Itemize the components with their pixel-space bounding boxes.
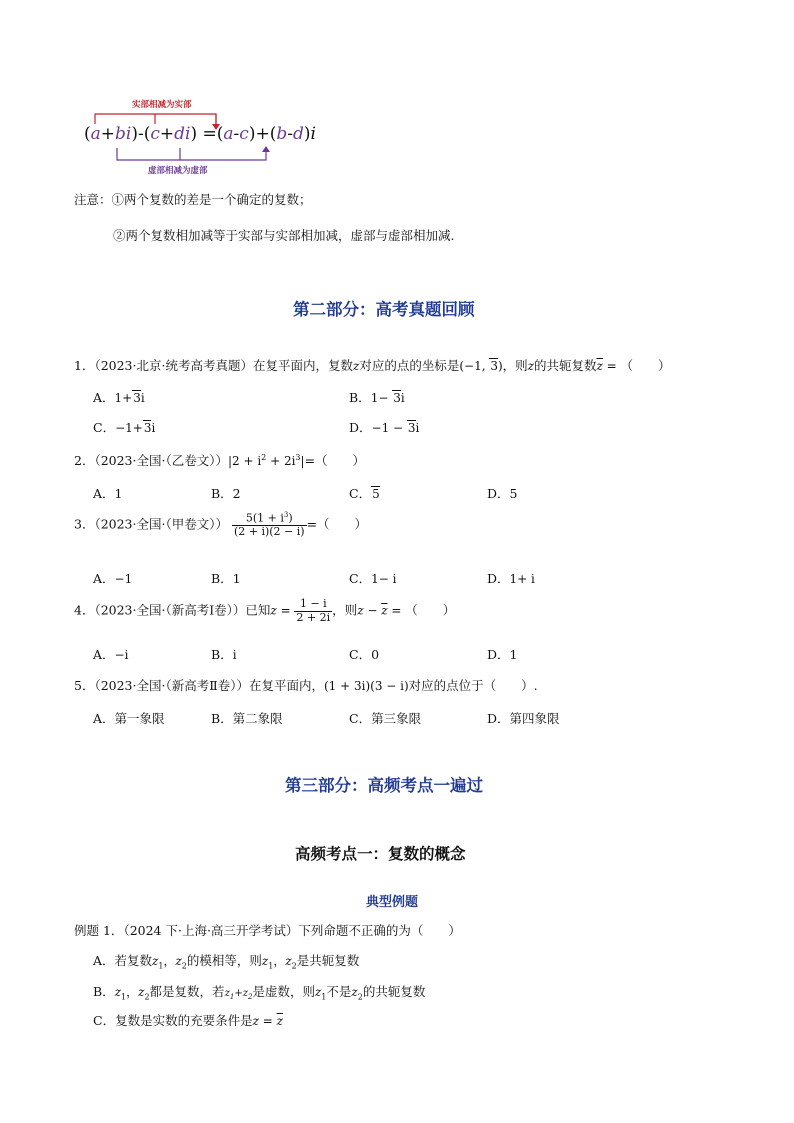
q3-number: 3． — [74, 516, 95, 532]
example-1-label: 例题 1． — [74, 923, 124, 938]
ex1-a-text-c: 是共轭复数 — [296, 953, 360, 968]
q1-option-c[interactable] — [93, 418, 155, 436]
q4-option-b-value: i — [232, 648, 237, 662]
q5-option-c[interactable]: C．第三象限 — [349, 711, 422, 726]
q4-option-a-label: A． — [93, 647, 115, 662]
q2-expression: $|2 + i^2 + 2i^3|$ — [227, 453, 305, 468]
ex1-b-text-e: 的共轭复数 — [362, 984, 426, 999]
example-1 — [74, 921, 461, 939]
q5-option-d[interactable]: D．第四象限 — [487, 711, 560, 726]
note-2: ②两个复数相加减等于实部与实部相加减，虚部与虚部相加减. — [113, 228, 455, 243]
q4-option-b-label: B． — [211, 647, 233, 662]
q1-text-b: 对应的点的坐标是 — [359, 358, 460, 373]
q5-text-a: 在复平面内， — [248, 678, 324, 693]
q1-source: （2023·北京·统考高考真题） — [94, 358, 253, 373]
ex1-a-text-b: 的模相等，则 — [186, 953, 262, 968]
q3-option-c-label: C． — [349, 571, 372, 586]
q4-option-c[interactable]: C．0 — [349, 647, 380, 662]
q3-option-d-value: 1+ i — [509, 572, 535, 586]
ex1-a-text-a: A．若复数 — [93, 953, 153, 968]
q2-option-a[interactable]: A．1 — [93, 486, 123, 501]
question-2 — [74, 451, 365, 469]
example-1-text: 下列命题不正确的为（ ） — [298, 923, 461, 938]
q2-option-c-value: 5 — [372, 487, 380, 501]
q1-option-a-label: A． — [93, 390, 115, 405]
q5-option-a[interactable]: A．第一象限 — [93, 711, 165, 726]
example-1-option-b[interactable]: B．$z_1$，$z_2$都是复数，若$z_1+z_2$是虚数，则$z_1$不是$z_2$的共轭复数 — [93, 984, 426, 1002]
ex1-b-text-c: 是虚数，则 — [252, 984, 315, 999]
q4-option-a-value: −i — [114, 648, 129, 662]
q2-option-c[interactable] — [349, 484, 380, 502]
q1-z2: z — [527, 359, 534, 373]
q2-number: 2． — [74, 453, 95, 468]
typical-examples-title: 典型例题 — [366, 895, 419, 910]
q3-option-d[interactable] — [487, 569, 535, 587]
q3-option-c[interactable] — [349, 569, 396, 587]
q3-option-a[interactable] — [93, 569, 132, 587]
q1-option-a-value: 1+3i — [114, 391, 145, 405]
q1-option-d-value: −1 − 3i — [371, 421, 420, 435]
topic-1-title: 高频考点一：复数的概念 — [295, 844, 466, 863]
q1-option-b-label: B． — [349, 390, 371, 405]
q3-fraction: $\frac{5(1 + i^3)}{(2 + i)(2 - i)}$ — [233, 511, 305, 539]
note-1 — [74, 190, 312, 208]
real-part-label: 实部相减为实部 — [132, 100, 192, 110]
ex1-b-text-a: B． — [93, 984, 115, 999]
q4-number: 4． — [74, 602, 95, 618]
question-3 — [74, 511, 367, 539]
q1-option-b-value: 1− 3i — [370, 391, 405, 405]
q3-option-d-label: D． — [487, 571, 510, 586]
note-1-text: ①两个复数的差是一个确定的复数； — [111, 192, 312, 207]
q1-option-a[interactable] — [93, 388, 145, 406]
ex1-b-text-d: 不是 — [326, 984, 352, 999]
q4-text-b: ，则 — [332, 602, 358, 618]
q2-blank: =（ ） — [304, 453, 366, 468]
q3-option-a-label: A． — [93, 571, 115, 586]
question-5 — [74, 676, 538, 694]
q4-blank: （ ） — [405, 602, 456, 618]
q1-blank: （ ） — [620, 358, 671, 373]
q4-option-a[interactable] — [93, 645, 128, 663]
q5-text-b: 对应的点位于（ ）. — [408, 678, 538, 693]
q1-option-c-value: −1+3i — [115, 421, 156, 435]
example-1-source: （2024 下·上海·高三开学考试） — [123, 923, 299, 938]
imaginary-part-label: 虚部相减为虚部 — [148, 166, 208, 176]
q4-option-d[interactable]: D．1 — [487, 647, 518, 662]
q4-option-b[interactable] — [211, 645, 237, 663]
q1-option-b[interactable] — [349, 388, 405, 406]
example-1-option-c[interactable]: C．复数是实数的充要条件是$z = \overline{z}$ — [93, 1013, 283, 1028]
q1-number: 1． — [74, 358, 95, 373]
question-4: 4．（2023·全国·（新高考Ⅰ卷））已知z = $\frac{1 - i}{2 + 2i}$ ，则$z - \overline{z}$ = （ ） — [74, 597, 456, 624]
q4-source: （2023·全国·（新高考Ⅰ卷）） — [94, 602, 246, 618]
ex1-c-text-a: C．复数是实数的充要条件是 — [93, 1013, 253, 1028]
q3-option-b[interactable]: B．1 — [211, 571, 241, 586]
example-1-option-a[interactable]: A．若复数$z_1$，$z_2$的模相等，则$z_1$，$z_2$是共轭复数 — [93, 953, 360, 971]
q1-option-c-label: C． — [93, 420, 116, 435]
q3-option-a-value: −1 — [114, 572, 133, 586]
q3-source: （2023·全国·（甲卷文）） — [94, 516, 228, 532]
q1-option-d-label: D． — [349, 420, 372, 435]
q5-expression: (1 + 3i)(3 − i) — [323, 679, 409, 693]
ex1-b-text-b: 都是复数，若 — [149, 984, 225, 999]
q1-z: z — [352, 359, 360, 373]
complex-subtraction-diagram — [80, 94, 320, 180]
section-2-title: 第二部分：高考真题回顾 — [293, 300, 475, 319]
q5-source: （2023·全国·（新高考Ⅱ卷）） — [94, 678, 249, 693]
q4-text-a: 已知 — [245, 602, 271, 618]
question-1: 1．（2023·北京·统考高考真题）在复平面内，复数z对应的点的坐标是(−1, 3)，则z的共轭复数$\overline{z}$ = （ ） — [74, 358, 671, 373]
q4-fraction: $\frac{1 - i}{2 + 2i}$ — [296, 597, 331, 624]
q3-option-c-value: 1− i — [371, 572, 397, 586]
q1-text-d: 的共轭复数 — [534, 358, 597, 373]
q1-option-d[interactable] — [349, 418, 419, 436]
q2-source: （2023·全国·（乙卷文）） — [94, 453, 228, 468]
q2-option-b[interactable]: B．2 — [211, 486, 241, 501]
q3-blank: =（ ） — [306, 516, 368, 532]
q1-text-c: ，则 — [502, 358, 528, 373]
q2-option-c-label: C． — [349, 486, 372, 501]
subtraction-formula: (a+bi)-(c+di) =(a-c)+(b-d)i — [84, 124, 316, 144]
note-prefix: 注意： — [74, 192, 112, 207]
q1-text-a: 在复平面内，复数 — [252, 358, 353, 373]
section-3-title: 第三部分：高频考点一遍过 — [285, 776, 483, 795]
q1-zbar: $\overline{z}$ — [596, 359, 603, 373]
q2-option-d[interactable]: D．5 — [487, 486, 518, 501]
q1-coord: (−1, 3) — [459, 359, 503, 373]
q5-option-b[interactable]: B．第二象限 — [211, 711, 283, 726]
q5-number: 5． — [74, 678, 95, 693]
